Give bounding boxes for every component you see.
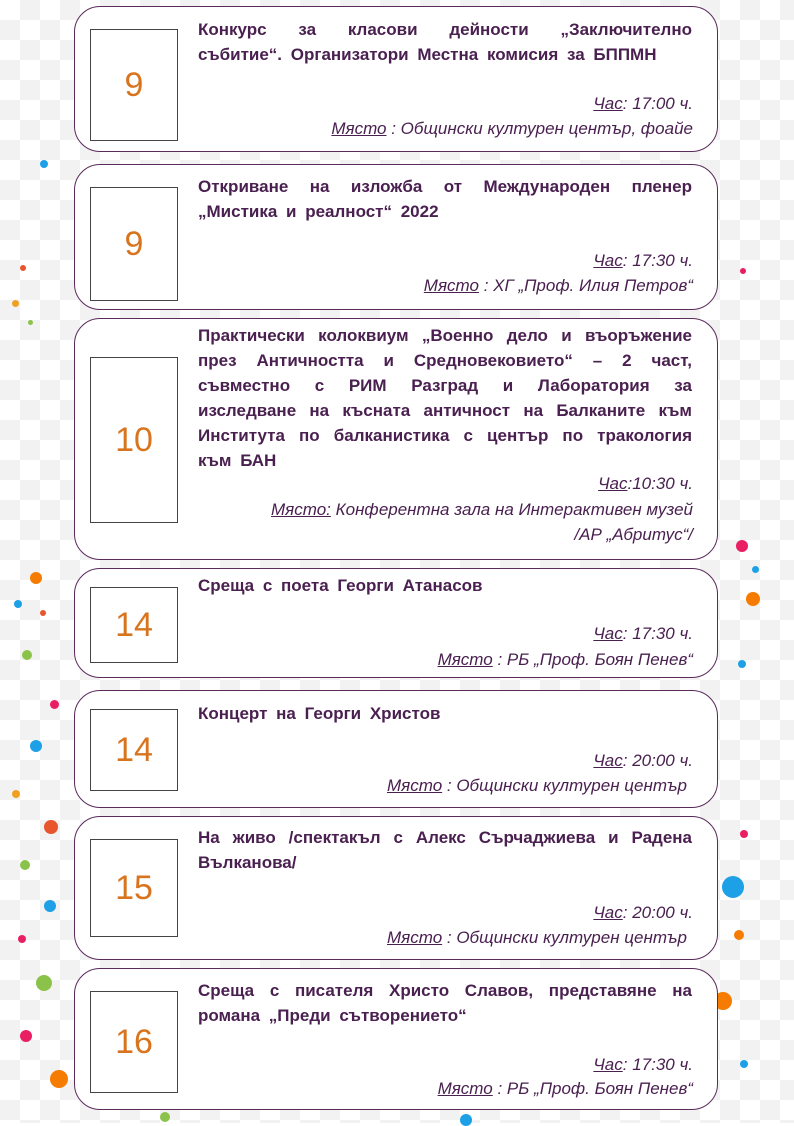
event-day: 14 xyxy=(90,709,178,791)
event-place xyxy=(387,925,687,950)
event-title: Практически колоквиум „Военно дело и въоръжение през Античността и Средновековието“ – 2 част, съвместно с РИМ Разград и Лаборатория за изследване на късната античност на Балканите към Института по балканистика с център по тракология към БАН xyxy=(198,326,692,470)
place-label: Място xyxy=(437,1079,493,1098)
time-value: : 17:00 ч. xyxy=(622,94,693,113)
event-time xyxy=(593,91,693,116)
event-card xyxy=(74,318,718,560)
place-value: : РБ „Проф. Боян Пенев“ xyxy=(492,1079,693,1098)
event-time xyxy=(593,248,693,273)
place-label: Място xyxy=(437,650,493,669)
time-label: Час xyxy=(593,251,623,270)
time-value: : 17:30 ч. xyxy=(622,624,693,643)
event-time xyxy=(593,900,693,925)
event-day: 16 xyxy=(90,991,178,1093)
event-card xyxy=(74,816,718,960)
event-time xyxy=(593,748,693,773)
event-time xyxy=(598,471,693,496)
time-label: Час xyxy=(593,751,623,770)
time-value: : 17:30 ч. xyxy=(622,1055,693,1074)
time-label: Час xyxy=(598,474,628,493)
event-day: 14 xyxy=(90,587,178,663)
time-label: Час xyxy=(593,903,623,922)
place-label: Място: xyxy=(270,500,331,519)
event-card xyxy=(74,968,718,1110)
event-title: Откриване на изложба от Международен пленер „Мистика и реалност“ 2022 xyxy=(198,177,692,221)
event-day: 9 xyxy=(90,187,178,301)
event-card xyxy=(74,6,718,152)
place-value: : Общински културен център, фоайе xyxy=(386,119,693,138)
place-value: Конферентна зала на Интерактивен музей xyxy=(330,500,693,519)
place-value: : Общински културен център xyxy=(442,776,687,795)
event-time xyxy=(593,1052,693,1077)
event-place xyxy=(438,1076,693,1101)
event-day: 15 xyxy=(90,839,178,937)
place-label: Място xyxy=(386,928,443,947)
time-value: :10:30 ч. xyxy=(627,474,693,493)
event-card xyxy=(74,164,718,310)
event-place xyxy=(387,773,687,798)
event-place xyxy=(438,647,693,672)
time-value: : 20:00 ч. xyxy=(622,903,693,922)
event-place xyxy=(331,116,693,141)
place-value: : ХГ „Проф. Илия Петров“ xyxy=(478,276,693,295)
event-place xyxy=(271,497,693,522)
event-place-line2: /АР „Абритус“/ xyxy=(574,525,693,544)
place-value: : РБ „Проф. Боян Пенев“ xyxy=(492,650,693,669)
event-card xyxy=(74,690,718,808)
place-label: Място xyxy=(423,276,479,295)
event-day: 9 xyxy=(90,29,178,141)
event-card xyxy=(74,568,718,678)
event-title: Конкурс за класови дейности „Заключително събитие“. Организатори Местна комисия за БППМН xyxy=(198,20,692,64)
time-label: Час xyxy=(593,624,623,643)
event-title: Концерт на Георги Христов xyxy=(198,704,441,723)
event-day: 10 xyxy=(90,357,178,523)
event-time xyxy=(593,621,693,646)
place-label: Място xyxy=(386,776,443,795)
time-label: Час xyxy=(593,1055,623,1074)
place-label: Място xyxy=(331,119,387,138)
event-title: На живо /спектакъл с Алекс Сърчаджиева и Радена Вълканова/ xyxy=(198,828,692,872)
time-value: : 17:30 ч. xyxy=(622,251,693,270)
place-value: : Общински културен център xyxy=(442,928,687,947)
time-value: : 20:00 ч. xyxy=(622,751,693,770)
event-title: Среща с писателя Христо Славов, представяне на романа „Преди сътворението“ xyxy=(198,981,692,1025)
event-place xyxy=(424,273,693,298)
event-title: Среща с поета Георги Атанасов xyxy=(198,576,483,595)
time-label: Час xyxy=(593,94,623,113)
